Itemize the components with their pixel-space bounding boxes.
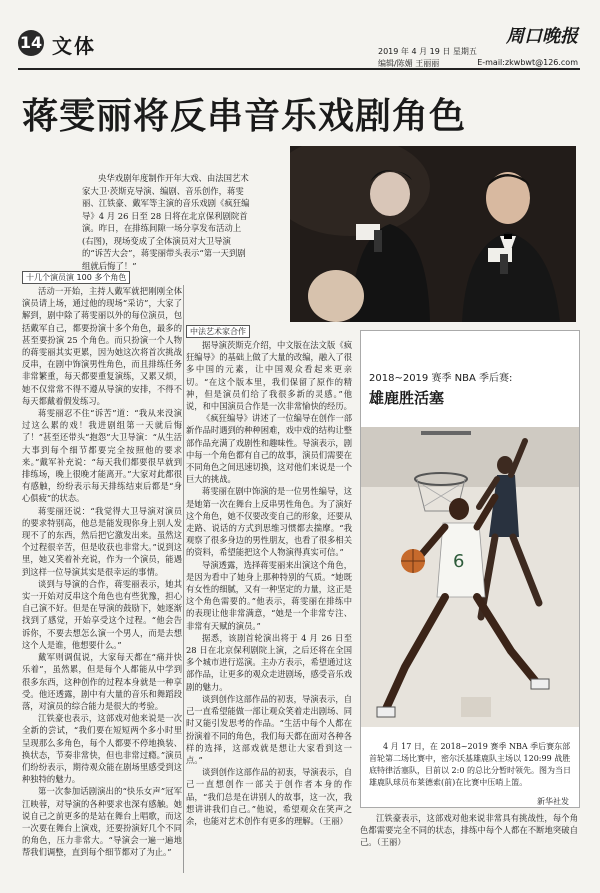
paragraph: 蒋雯丽还说：“我觉得大卫导演对演员的要求特别高，他总是能发现你身上别人发现不了的东西，然后把它激发出来。虽然这个过程很辛苦，但是收获也非常大。”说到这里，她又笑着补充说，作为一个演员，能遇到这样一位导演其实是很幸运的事情。 (22, 505, 182, 577)
paragraph: 戴军则调侃说，大家每天都在“痛并快乐着”，虽然累，但是每个人都能从中学到很多东西，这种创作的过程本身就是一种享受。他还透露，剧中有大量的音乐和舞蹈段落，对演员的综合能力是很大的考验。 (22, 652, 182, 711)
svg-text:6: 6 (453, 551, 465, 572)
paragraph: 蒋雯丽在剧中饰演的是一位男性编导，这是她第一次在舞台上反串男性角色。为了演好这个角色，她不仅要改变自己的形象，还要从走路、说话的方式到思维习惯都去揣摩。“我观察了很多身边的男性朋友，也看了很多相关的资料，希望能把这个人物演得真实可信。” (186, 486, 352, 558)
paragraph: 江铁豪也表示，这部戏对他来说是一次全新的尝试，“我们要在短短两个多小时里呈现那么多角色，每个人都要不停地换装、换状态，节奏非常快，但也非常过瘾。”演员们纷纷表示，期待观众能在剧场里感受到这种独特的魅力。 (22, 713, 182, 785)
paragraph: 谈到创作这部作品的初衷，导演表示，自己一直希望能做一部让观众笑着走出剧场、同时又能引发思考的作品。“生活中每个人都在扮演着不同的角色，我们每天都在面对各种各样的选择，这部戏就是想让大家看到这一点。” (186, 693, 352, 765)
column-rule (183, 285, 184, 873)
nba-title: 雄鹿胜活塞 (369, 389, 445, 407)
paragraph: 第一次参加话剧演出的“快乐女声”冠军江映蓉，对导演的各种要求也深有感触。她说自己之前更多的是站在舞台上唱歌，而这一次要在舞台上演戏，还要扮演好几个不同的角色，压力非常大。“导演会一遍一遍地帮我们调整，直到每个细节都对了为止。” (22, 786, 182, 858)
lead-paragraph: 央华戏剧年度制作开年大戏、由法国艺术家大卫·茨斯克导演、编剧、音乐创作，蒋雯丽、江铁豪、戴军等主演的音乐戏剧《疯狂编导》4 月 26 日至 28 日将在北京保利剧院首演。昨日，在排练间隙一场分享发布活动上(右图)，现场变成了全体演员对大卫导演的“诉苦大会”，蒋雯丽带头表示“第一天到剧组就后悔了！” (82, 173, 250, 271)
editors-credit: 编辑/陈媚 王丽丽 (378, 59, 440, 68)
paragraph: 《疯狂编导》讲述了一位编导在创作一部新作品时遇到的种种困难，戏中戏的结构让整部作品充满了戏剧性和趣味性。导演表示，剧中每一个角色都有自己的故事，演员们需要在不同角色之间迅速切换，这对他们来说是一个巨大的挑战。 (186, 413, 352, 485)
header-rule (18, 68, 580, 70)
section-name: 文体 (52, 34, 96, 58)
paragraph: 导演透露，选择蒋雯丽来出演这个角色，是因为看中了她身上那种特别的气质。“她既有女性的细腻，又有一种坚定的力量，这正是这个角色需要的。”他表示，蒋雯丽在排练中的表现让他非常满意，“她是一个非常专注、非常有天赋的演员。” (186, 559, 352, 631)
actors-illustration (290, 146, 576, 322)
basketball-photo (361, 427, 579, 727)
newspaper-name: 周口晚报 (506, 26, 578, 47)
paragraph: 江铁豪表示，这部戏对他来说非常具有挑战性，每个角色都需要完全不同的状态，排练中每个人都在不断地突破自己。（王丽） (360, 813, 578, 848)
paragraph: 谈到与导演的合作，蒋雯丽表示，她其实一开始对反串这个角色也有些犹豫，担心自己演不好。但是在导演的鼓励下，她逐渐找到了感觉，开始享受这个过程。“他会告诉你，不要去想怎么演一个男人，而是去想这个人是谁，他想要什么。” (22, 578, 182, 650)
caption-text: 4 月 17 日，在 2018~2019 赛季 NBA 季后赛东部首轮第二场比赛中，密尔沃基雄鹿队主场以 120:99 战胜底特律活塞队，目前以 2:0 的总比分暂时领先。图为当日雄鹿队球员布莱德索(前)在比赛中压哨上篮。 (369, 742, 571, 787)
subheading-tag: 十几个演员演 100 多个角色 (22, 271, 130, 284)
photo-credit: 新华社发 (537, 797, 569, 806)
actors-photo (290, 146, 576, 322)
paragraph: 据悉，该剧首轮演出将于 4 月 26 日至 28 日在北京保利剧院上演，之后还将在全国多个城市进行巡演。主办方表示，希望通过这部作品，让更多的观众走进剧场，感受音乐戏剧的魅力。 (186, 632, 352, 692)
paragraph: 蒋雯丽忍不住“诉苦”道：“我从来没演过这么累的戏！我进剧组第一天就后悔了！”甚至还带头“抱怨”大卫导演：“从生活大事到每个细节都要完全按照他的要求来。”戴军补充说：“每天我们都要很早就到排练场，晚上很晚才能离开。”大家对此都很有感触，纷纷表示每天排练结束后都是“身心俱疲”的状态。 (22, 408, 182, 504)
paragraph: 活动一开始，主持人戴军就把刚刚全体演员请上场，通过他的现场“采访”，大家了解到，剧中除了蒋雯丽以外的每位演员，包括戴军自己，都要扮演十多个角色，最多的甚至要扮演 25 个角色。而只扮演一个人物的蒋雯丽其实更累，因为她这次将首次挑战反串，在剧中饰演男性角色，而且排练任务非常繁重，每天都要重复演练，又累又烦，她不仅常常不得不遵从导演的安排，不得不每天都戴着假发练习。 (22, 286, 182, 406)
photo-caption (369, 741, 571, 789)
nba-subtitle: 2018~2019 赛季 NBA 季后赛: (369, 373, 513, 384)
nba-news-box (360, 330, 580, 808)
basketball-illustration (361, 427, 579, 727)
subheading-tag: 中法艺术家合作 (186, 325, 250, 338)
paragraph: 据导演茨斯克介绍，中文版在法文版《疯狂编导》的基础上做了大量的改编，融入了很多中国的元素，让中国观众看起来更亲切。“在这个版本里，我们保留了原作的精神，但是演员们给了我很多新的灵感。”他说，和中国演员合作是一次非常愉快的经历。 (186, 340, 352, 412)
article-column-3 (360, 812, 578, 876)
headline: 蒋雯丽将反串音乐戏剧角色 (22, 95, 467, 137)
page-number: 14 (18, 30, 44, 56)
article-column-2 (186, 339, 352, 873)
masthead (378, 22, 578, 70)
email-address: E-mail:zkwbwt@126.com (477, 58, 578, 67)
publication-date: 2019 年 4 月 19 日 星期五 (378, 47, 477, 56)
article-column-1 (22, 285, 182, 873)
paragraph: 谈到创作这部作品的初衷，导演表示，自己一直想创作一部关于创作者本身的作品，“我们总是在讲别人的故事，这一次，我想讲讲我们自己。”他说，希望观众在笑声之余，也能对艺术创作有更多的理解。（王丽） (186, 767, 352, 826)
